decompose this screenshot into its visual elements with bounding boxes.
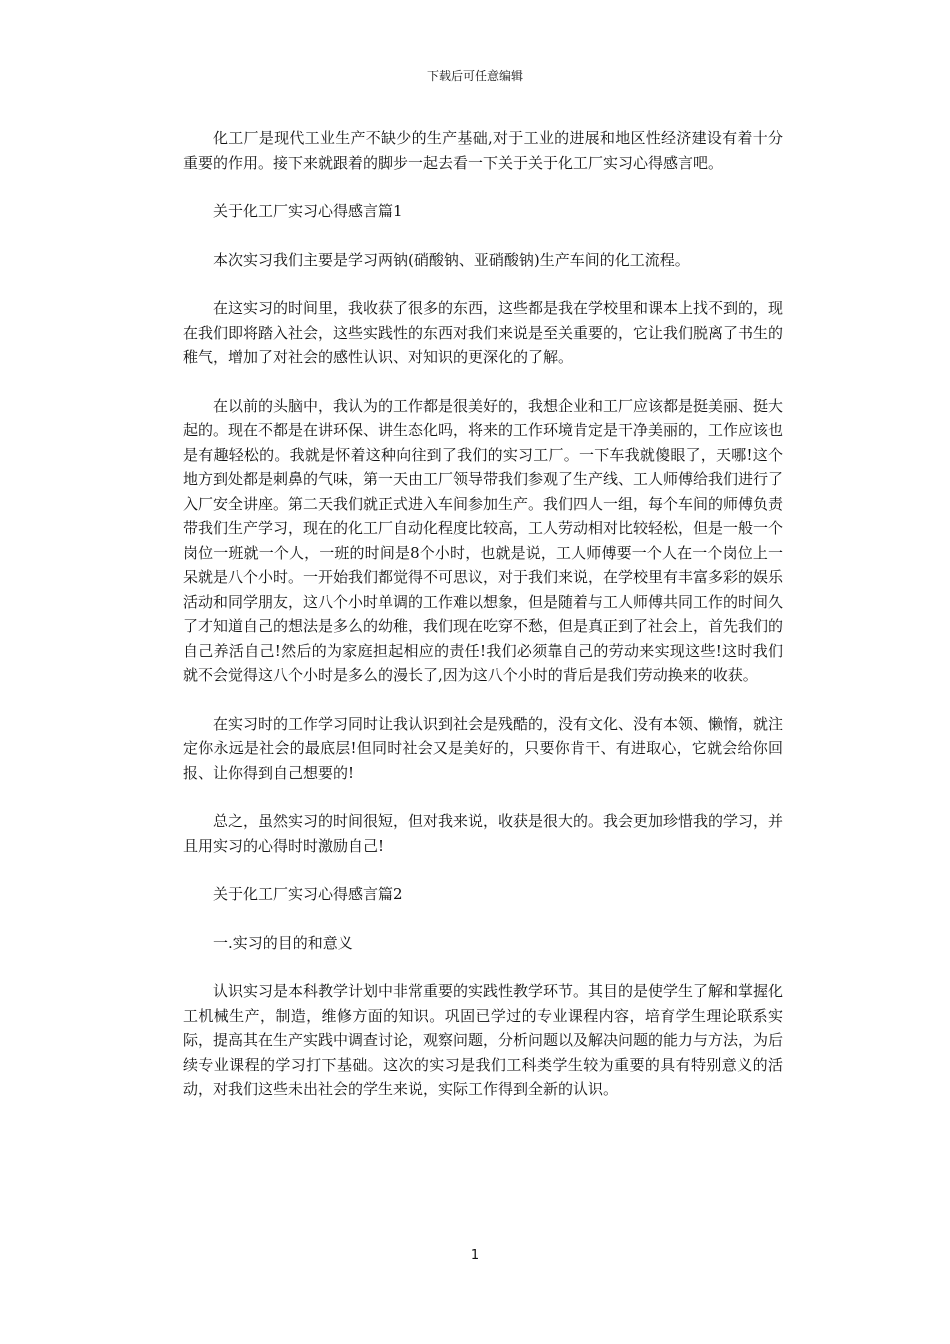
- page-header: 下载后可任意编辑: [426, 69, 523, 83]
- subsection-heading: 一.实习的目的和意义: [213, 933, 353, 952]
- intro-paragraph: 化工厂是现代工业生产不缺少的生产基础,对于工业的进展和地区性经济建设有着十分重要的作用。接下来就跟着的脚步一起去看一下关于关于化工厂实习心得感言吧。: [183, 129, 783, 172]
- body-paragraph: 在这实习的时间里，我收获了很多的东西，这些都是我在学校里和课本上找不到的，现在我们即将踏入社会，这些实践性的东西对我们来说是至关重要的，它让我们脱离了书生的稚气，增加了对社会的感性认识、对知识的更深化的了解。: [183, 299, 784, 366]
- body-paragraph: 在实习时的工作学习同时让我认识到社会是残酷的，没有文化、没有本领、懒惰，就注定你永远是社会的最底层!但同时社会又是美好的，只要你肯干、有进取心，它就会给你回报、让你得到自己想要的!: [183, 714, 784, 782]
- page-number: 1: [470, 1248, 480, 1263]
- body-paragraph: 本次实习我们主要是学习两钠(硝酸钠、亚硝酸钠)生产车间的化工流程。: [213, 250, 690, 269]
- body-paragraph: 认识实习是本科教学计划中非常重要的实践性教学环节。其目的是使学生了解和掌握化工机械生产，制造，维修方面的知识。巩固已学过的专业课程内容，培育学生理论联系实际，提高其在生产实践中调查讨论，观察问题，分析问题以及解决问题的能力与方法，为后续专业课程的学习打下基础。这次的实习是我们工科类学生较为重要的具有特别意义的活动，对我们这些未出社会的学生来说，实际工作得到全新的认识。: [183, 982, 784, 1098]
- section-heading-2: 关于化工厂实习心得感言篇2: [213, 885, 403, 903]
- body-paragraph: 总之，虽然实习的时间很短，但对我来说，收获是很大的。我会更加珍惜我的学习，并且用实习的心得时时激励自己!: [183, 812, 784, 855]
- body-paragraph: 在以前的头脑中，我认为的工作都是很美好的，我想企业和工厂应该都是挺美丽、挺大起的。现在不都是在讲环保、讲生态化吗，将来的工作环境肯定是干净美丽的，工作应该也是有趣轻松的。我就是怀着这种向往到了我们的实习工厂。一下车我就傻眼了，天哪!这个地方到处都是刺鼻的气味，第一天由工厂领导带我们参观了生产线、工人师傅给我们进行了入厂安全讲座。第二天我们就正式进入车间参加生产。我们四人一组，每个车间的师傅负责带我们生产学习，现在的化工厂自动化程度比较高，工人劳动相对比较轻松，但是一般一个岗位一班就一个人，一班的时间是8个小时，也就是说，工人师傅要一个人在一个岗位上一呆就是八个小时。一开始我们都觉得不可思议，对于我们来说，在学校里有丰富多彩的娱乐活动和同学朋友，这八个小时单调的工作难以想象，但是随着与工人师傅共同工作的时间久了才知道自己的想法是多么的幼稚，我们现在吃穿不愁，但是真正到了社会上，首先我们的自己养活自己!然后的为家庭担起相应的责任!我们必须靠自己的劳动来实现这些!这时我们就不会觉得这八个小时是多么的漫长了,因为这八个小时的背后是我们劳动换来的收获。: [183, 396, 784, 684]
- section-heading-1: 关于化工厂实习心得感言篇1: [213, 202, 403, 220]
- document-body: [183, 126, 783, 1126]
